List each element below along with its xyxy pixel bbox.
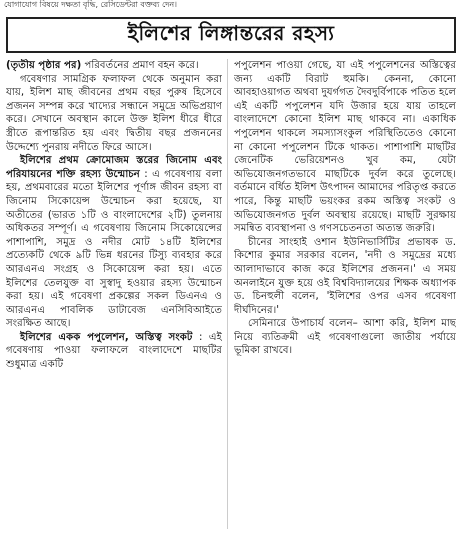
left-column	[6, 59, 222, 531]
left-paragraph-3-text: : এ গবেষণায় বলা হয়, প্রথমবারের মতো ইলিশের পূর্ণাঙ্গ জীবন রহস্য বা জিনোম সিকোয়েন্স উন্মোচন করা হয়েছে, যা অতীতের (ভারত ১টি ও বাংলাদেশের ২টি) তুলনায় অধিকতর সম্পূর্ণ। এ গবেষণায় জিনোম সিকোয়েন্সের পাশাপাশি, সমুদ্র ও নদীর মোট ১৪টি ইলিশের প্রত্যেকটি থেকে ৯টি ভিন্ন ধরনের টিস্যু ব্যবহার করে আরএনএ সংগ্রহ ও সিকোয়েন্স করা হয়। এতে ইলিশের তেলযুক্ত বা সুস্বাদু হওয়ার রহস্য উন্মোচন করা হয়। এই গবেষণা প্রকল্পের সকল ডিএনএ ও আরএনএ পাবলিক ডাটাবেজ এনসিবিআইতে সংরক্ষিত আছে।	[6, 168, 222, 330]
right-paragraph-1: পপুলেশন পাওয়া গেছে, যা এই পপুলেশনের অস্তিত্বের জন্য একটি বিরাট হুমকি। কেননা, কোনো আবহাওয়াগত অথবা দুযর্গগত দৈবদুর্বিপাকে পতিত হলে এই একটি পপুলেশন যদি উজার হয়ে যায় তাহলে বাংলাদেশে কোনো ইলিশ মাছ থাকবে না। একাধিক পপুলেশন থাকলে সমস্যাসংকুল পরিস্থিতিতেও কোনো না কোনো পপুলেশন টিকে থাকত। পাশাপাশি মাছটির জেনেটিক ভেরিয়েশনও খুব কম, যেটা অভিযোজনগতভাবে মাছটিকে দুর্বল করে তুলেছে। বর্তমানে বর্ধিত ইলিশ উৎপাদন আমাদের পরিতৃপ্ত করতে পারে, কিন্তু মাছটি ভয়ংকর রকম অস্তিত্ব সংকট ও অভিযোজনগত দুর্বল অবস্থায় রয়েছে। মাছটি সুরক্ষায় সমন্বিত ব্যবস্থাপনা ও গণসচেতনতা অত্যন্ত জরুরি।	[234, 60, 456, 235]
right-paragraph-3: সেমিনারে উপাচার্য বলেন– আশা করি, ইলিশ মাছ নিয়ে ব্যতিক্রমী এই গবেষণাগুলো জাতীয় পর্যায়ে ভূমিকা রাখবে।	[234, 318, 456, 357]
subheading-genome: ইলিশের প্রথম ক্রোমোজম স্তরের জিনোম এবং পরিযায়নের শক্তি রহস্য উন্মোচন	[6, 155, 222, 180]
left-paragraph-4	[6, 331, 222, 372]
previous-article-text: যোগাযোগ বিষয়ে দক্ষতা বৃদ্ধি, রেসিডেন্টরা বক্তব্য দেন।	[4, 0, 178, 9]
right-column	[234, 59, 456, 531]
left-paragraph-1-text: পরিবর্তনের প্রমাণ বহন করে।	[81, 60, 199, 71]
article-title: ইলিশের লিঙ্গান্তরের রহস্য	[127, 20, 335, 45]
subheading-population: ইলিশের একক পপুলেশন, অস্তিত্ব সংকট	[20, 331, 193, 343]
left-paragraph-1	[6, 59, 222, 73]
left-paragraph-2: গবেষণার সামগ্রিক ফলাফল থেকে অনুমান করা যায়, ইলিশ মাছ জীবনের প্রথম বছর পুরুষ হিসেবে প্রজনন সম্পন্ন করে খাদ্যের সন্ধানে সমুদ্রে অভিপ্রয়াণ করে। সেখানে অবস্থান কালে উক্ত ইলিশ ধীরে ধীরে স্ত্রীতে রূপান্তরিত হয় এবং দ্বিতীয় বছর প্রজননের উদ্দেশ্যে পুনরায় নদীতে ফিরে আসে।	[6, 73, 222, 153]
column-divider	[227, 59, 228, 529]
right-paragraph-2: চীনের সাংহাই ওশান ইউনিভার্সিটির প্রভাষক ড. কিশোর কুমার সরকার বলেন, 'নদী ও সমুদ্রের মধ্যে আলাদাভাবে কাজ করে ইলিশের প্রজনন।' এ সময় অনলাইনে যুক্ত হয়ে ওই বিশ্ববিদ্যালয়ের শিক্ষক অধ্যাপক ড. চিনহুলী বলেন, 'ইলিশের ওপর এসব গবেষণা দীর্ঘদিনের।'	[234, 236, 456, 316]
article-title-box	[6, 17, 456, 53]
previous-article-tail	[0, 0, 464, 12]
left-paragraph-4-text: : এই গবেষণায় পাওয়া ফলাফলে বাংলাদেশে মাছটির শুধুমাত্র একটি	[6, 331, 222, 371]
left-paragraph-3	[6, 154, 222, 331]
continued-from-label: (তৃতীয় পৃষ্ঠার পর)	[6, 60, 82, 71]
